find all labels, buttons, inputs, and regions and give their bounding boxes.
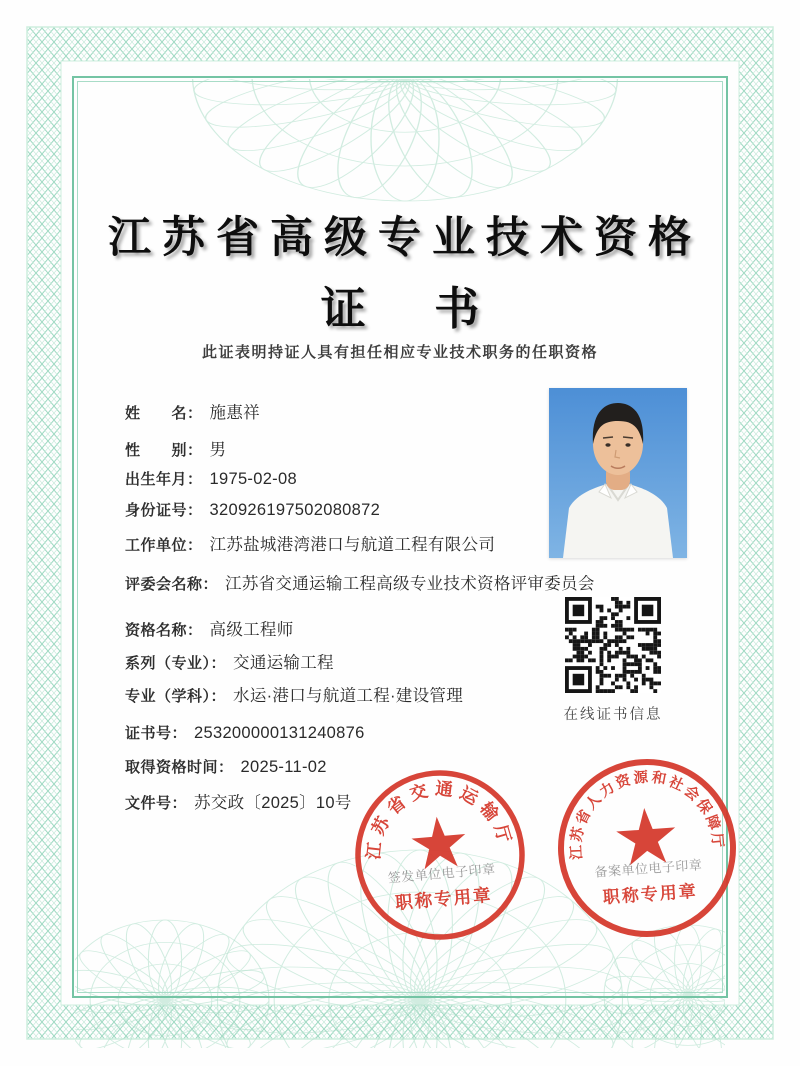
field-birthdate-value: 1975-02-08 <box>209 470 297 488</box>
seal-right-bottom-text: 职称专用章 <box>602 881 699 908</box>
seal-left-overlay-text: 签发单位电子印章 <box>387 861 497 886</box>
field-certificate-number-label: 证书号： <box>125 725 188 742</box>
field-specialty <box>125 682 463 706</box>
field-document-number-value: 苏交政〔2025〕10号 <box>194 794 352 812</box>
field-employer-value: 江苏盐城港湾港口与航道工程有限公司 <box>209 536 496 554</box>
qr-code <box>565 597 661 693</box>
portrait-photo-graphic <box>549 388 687 558</box>
field-id-number-value: 320926197502080872 <box>209 501 381 519</box>
field-qualification-label: 资格名称： <box>125 622 203 639</box>
field-committee <box>125 570 595 594</box>
seal-left-arc-text: 江苏省交通运输厅 <box>363 778 517 861</box>
field-employer <box>125 531 495 555</box>
field-specialty-label: 专业（学科）： <box>125 688 227 705</box>
field-acquired-date <box>125 756 327 777</box>
field-qualification <box>125 616 294 640</box>
field-employer-label: 工作单位： <box>125 537 203 554</box>
certificate-title: 江苏省高级专业技术资格 <box>108 214 702 262</box>
field-birthdate-label: 出生年月： <box>125 471 203 488</box>
seal-right-arc-text: 江苏省人力资源和社会保障厅 <box>568 769 726 861</box>
seal-human-resources-department <box>552 753 742 943</box>
field-id-number-label: 身份证号： <box>125 502 203 519</box>
field-qualification-value: 高级工程师 <box>209 621 294 639</box>
field-acquired-date-value: 2025-11-02 <box>240 758 327 776</box>
field-specialty-value: 水运·港口与航道工程·建设管理 <box>233 687 464 705</box>
field-name <box>125 399 260 423</box>
field-committee-label: 评委会名称： <box>125 576 219 593</box>
field-name-label: 姓 名： <box>125 405 203 422</box>
certificate-subtitle: 此证表明持证人具有担任相应专业技术职务的任职资格 <box>201 344 598 361</box>
seal-left-bottom-text: 职称专用章 <box>394 884 494 914</box>
field-certificate-number <box>125 722 365 743</box>
field-birthdate <box>125 468 297 489</box>
field-gender <box>125 436 226 460</box>
field-id-number <box>125 499 380 520</box>
field-document-number <box>125 789 352 813</box>
seal-transport-department <box>350 765 530 945</box>
qr-caption: 在线证书信息 <box>563 707 663 723</box>
field-committee-value: 江苏省交通运输工程高级专业技术资格评审委员会 <box>225 575 595 593</box>
portrait-photo <box>549 388 687 558</box>
certificate-title-line2: 证 书 <box>320 283 508 334</box>
field-gender-label: 性 别： <box>125 442 203 459</box>
field-name-value: 施惠祥 <box>209 404 260 422</box>
field-series-value: 交通运输工程 <box>233 654 334 672</box>
field-document-number-label: 文件号： <box>125 795 188 812</box>
field-gender-value: 男 <box>209 441 227 459</box>
field-acquired-date-label: 取得资格时间： <box>125 759 234 776</box>
seal-right-overlay-text: 备案单位电子印章 <box>594 857 703 880</box>
field-series <box>125 649 334 673</box>
seal-right-star-icon <box>615 806 678 866</box>
field-certificate-number-value: 253200000131240876 <box>194 724 365 742</box>
seal-left-star-icon <box>410 814 468 870</box>
field-series-label: 系列（专业）： <box>125 655 227 672</box>
